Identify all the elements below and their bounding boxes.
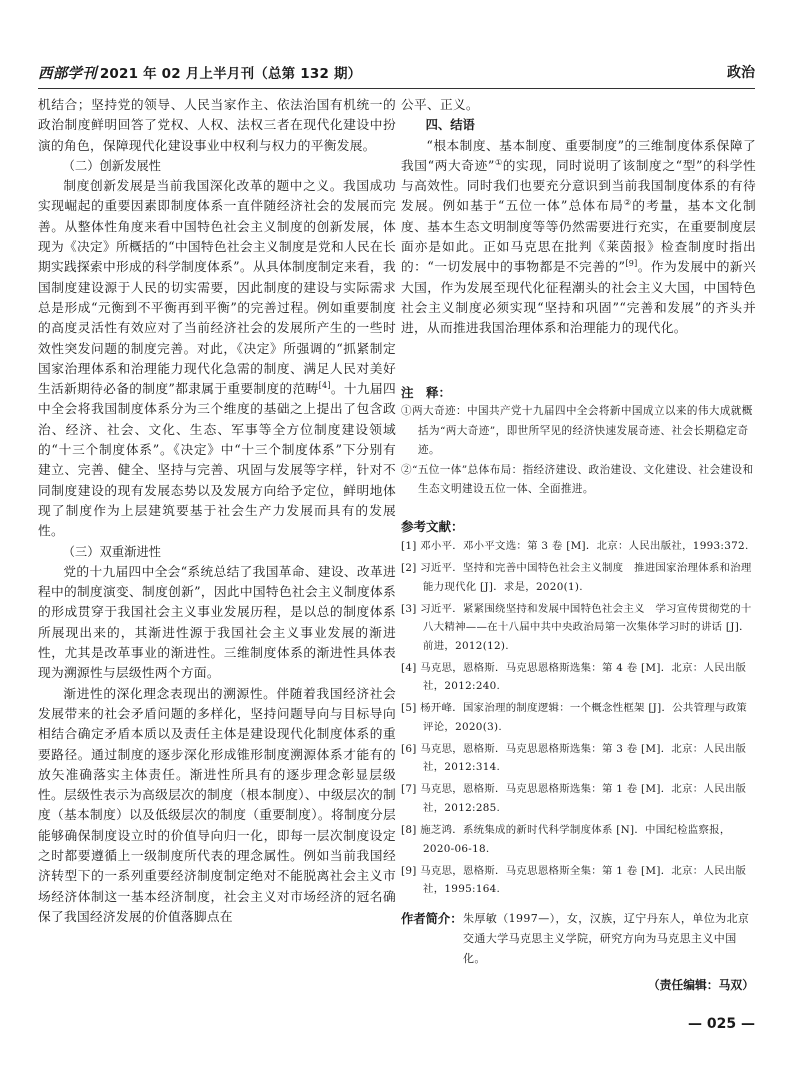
paragraph: 党的十九届四中全会“系统总结了我国革命、建设、改革进程中的制度演变、制度创新”，因此中国特色社会主义制度体系的形成贯穿于我国社会主义事业发展历程，是以总的制度体系所展现出来的，其渐进性源于我国社会主义事业发展的渐进性，尤其是改革事业的渐进性。三维制度体系的渐进性具体表现为溯源性与层级性两个方面。 [38, 563, 396, 681]
paragraph-text: 。作为发展中的新兴大国，作为发展至现代化征程潮头的社会主义大国，中国特色社会主义制度必须实现“坚持和巩固”“完善和发展”的齐头并进，从而推进我国治理体系和治理能力的现代化。 [401, 259, 757, 336]
citation-mark: [4] [318, 380, 331, 390]
left-column [38, 95, 396, 927]
note-item: ②“五位一体”总体布局：指经济建设、政治建设、文化建设、社会建设和生态文明建设五位一体、全面推进。 [401, 463, 754, 495]
paragraph-text: 制度创新发展是当前我国深化改革的题中之义。我国成功实现崛起的重要因素即制度体系一直伴随经济社会的发展而完善。从整体性角度来看中国特色社会主义制度的创新发展，体现为《决定》所概括的“中国特色社会主义制度是党和人民在长期实践探索中形成的科学制度体系”。从具体制度制定来看，我国制度建设源于人民的切实需要，因此制度的建设与实际需求总是形成“元衡到不平衡再到平衡”的完善过程。例如重要制度的高度灵活性有效应对了当前经济社会的发展所产生的一些时效性突发问题的制度完善。对此，《决定》所强调的“抓紧制定国家治理体系和治理能力现代化急需的制度、满足人民对美好生活新期待必备的制度”都隶属于重要制度的范畴 [38, 178, 396, 397]
reference-item: [3] 习近平．紧紧围绕坚持和发展中国特色社会主义 学习宣传贯彻党的十八大精神——在十八届中共中央政治局第一次集体学习时的讲话 [J]．前进，2012(12). [401, 602, 752, 652]
subheading: （二）创新发展性 [62, 158, 161, 173]
reference-item: [5] 杨开峰．国家治理的制度逻辑：一个概念性框架 [J]．公共管理与政策评论，2020(3). [401, 702, 748, 733]
section-label: 政治 [727, 65, 755, 81]
issue-text: 2021 年 02 月上半月刊（总第 132 期） [99, 66, 362, 82]
header-rule [38, 88, 755, 89]
author-bio [401, 909, 756, 969]
reference-item: [2] 习近平．坚持和完善中国特色社会主义制度 推进国家治理体系和治理能力现代化 [J]．求是，2020(1). [401, 561, 752, 593]
paragraph: 渐进性的深化理念表现出的溯源性。伴随着我国经济社会发展带来的社会矛盾问题的多样化，坚持问题导向与目标导向相结合确定矛盾本质以及责任主体是建设现代化制度体系的重要路径。通过制度的逐步深化形成锥形制度溯源体系才能有的放矢准确落实主体责任。渐进性所具有的逐步理念彰显层级性。层级性表示为高级层次的制度（根本制度）、中级层次的制度（基本制度）以及低级层次的制度（重要制度）。将制度分层能够确保制度设立时的价值导向归一化，即每一层次制度设定之时都要遵循上一级制度所代表的理念属性。例如当前我国经济转型下的一系列重要经济制度制定绝对不能脱离社会主义市场经济体制这一基本经济制度，社会主义对市场经济的冠名确保了我国经济发展的价值落脚点在 [38, 685, 396, 924]
paragraph-text: 。十九届四中全会将我国制度体系分为三个维度的基础之上提出了包含政治、经济、社会、文化、生态、军事等全方位制度建设领域的“十三个制度体系”。《决定》中“十三个制度体系”下分别有建立、完善、健全、坚持与完善、巩固与发展等字样，针对不同制度建设的现有发展态势以及发展方向给予定位，鲜明地体现了制度作为上层建筑要基于社会生产力发展而具有的发展性。 [38, 381, 397, 539]
notes-list [401, 402, 756, 500]
reference-item: [6] 马克思，恩格斯．马克思恩格斯选集：第 3 卷 [M]．北京：人民出版社，2012:314. [401, 742, 747, 774]
reference-item: [4] 马克思，恩格斯．马克思恩格斯选集：第 4 卷 [M]．北京：人民出版社，2012:240. [401, 661, 747, 693]
reference-item: [8] 施芝鸿．系统集成的新时代科学制度体系 [N]．中国纪检监察报，2020-06-18. [401, 824, 731, 855]
references-title: 参考文献： [401, 519, 464, 534]
right-column [401, 95, 756, 339]
paragraph: 公平、正义。 [401, 97, 479, 112]
page-number: — 025 — [688, 1016, 755, 1032]
note-mark: ① [494, 157, 503, 167]
author-text: 朱厚敏（1997—），女，汉族，辽宁丹东人，单位为北京交通大学马克思主义学院，研究方向为马克思主义中国化。 [463, 912, 750, 965]
reference-item: [7] 马克思，恩格斯．马克思恩格斯选集：第 1 卷 [M]．北京：人民出版社，2012:285. [401, 783, 747, 815]
section-heading: 四、结语 [425, 118, 475, 133]
paragraph-text: 的考量，基本文化制度、基本生态文明制度等等仍然需要进行充实，在重要制度层面亦是如此。正如马克思在批判《莱茵报》检查制度时指出的：“一切发展中的事物都是不完善的” [401, 198, 756, 275]
references-list [401, 537, 756, 902]
paragraph: 机结合；坚持党的领导、人民当家作主、依法治国有机统一的政治制度鲜明回答了党权、人权、法权三者在现代化建设中扮演的角色，保障现代化建设事业中权利与权力的平衡发展。 [38, 97, 396, 153]
note-mark: ② [623, 198, 633, 208]
paragraph [401, 136, 756, 339]
journal-logo: 西部学刊 [38, 65, 97, 82]
paragraph-text: “根本制度、基本制度、重要制度”的三维制度体系保障了我国“两大奇迹” [401, 137, 756, 173]
running-header [38, 62, 755, 86]
responsible-editor: （责任编辑：马双） [647, 978, 754, 992]
reference-item: [1] 邓小平．邓小平文选：第 3 卷 [M]．北京：人民出版社，1993:372. [401, 540, 749, 552]
reference-item: [9] 马克思，恩格斯．马克思恩格斯全集：第 1 卷 [M]．北京：人民出版社，1995:164. [401, 864, 747, 896]
notes-title: 注 释： [401, 385, 452, 400]
paragraph [38, 176, 396, 541]
note-item: ①两大奇迹：中国共产党十九届四中全会将新中国成立以来的伟大成就概括为“两大奇迹”，即世所罕见的经济快速发展奇迹、社会长期稳定奇迹。 [401, 405, 753, 456]
paragraph-text: 的实现，同时说明了该制度之“型”的科学性与高效性。同时我们也要充分意识到当前我国制度体系的有待发展。例如基于“五位一体”总体布局 [401, 157, 756, 214]
subheading: （三）双重渐进性 [62, 544, 161, 559]
journal-issue-title [38, 62, 361, 83]
author-label: 作者简介： [401, 912, 463, 926]
citation-mark: [9] [625, 259, 638, 269]
